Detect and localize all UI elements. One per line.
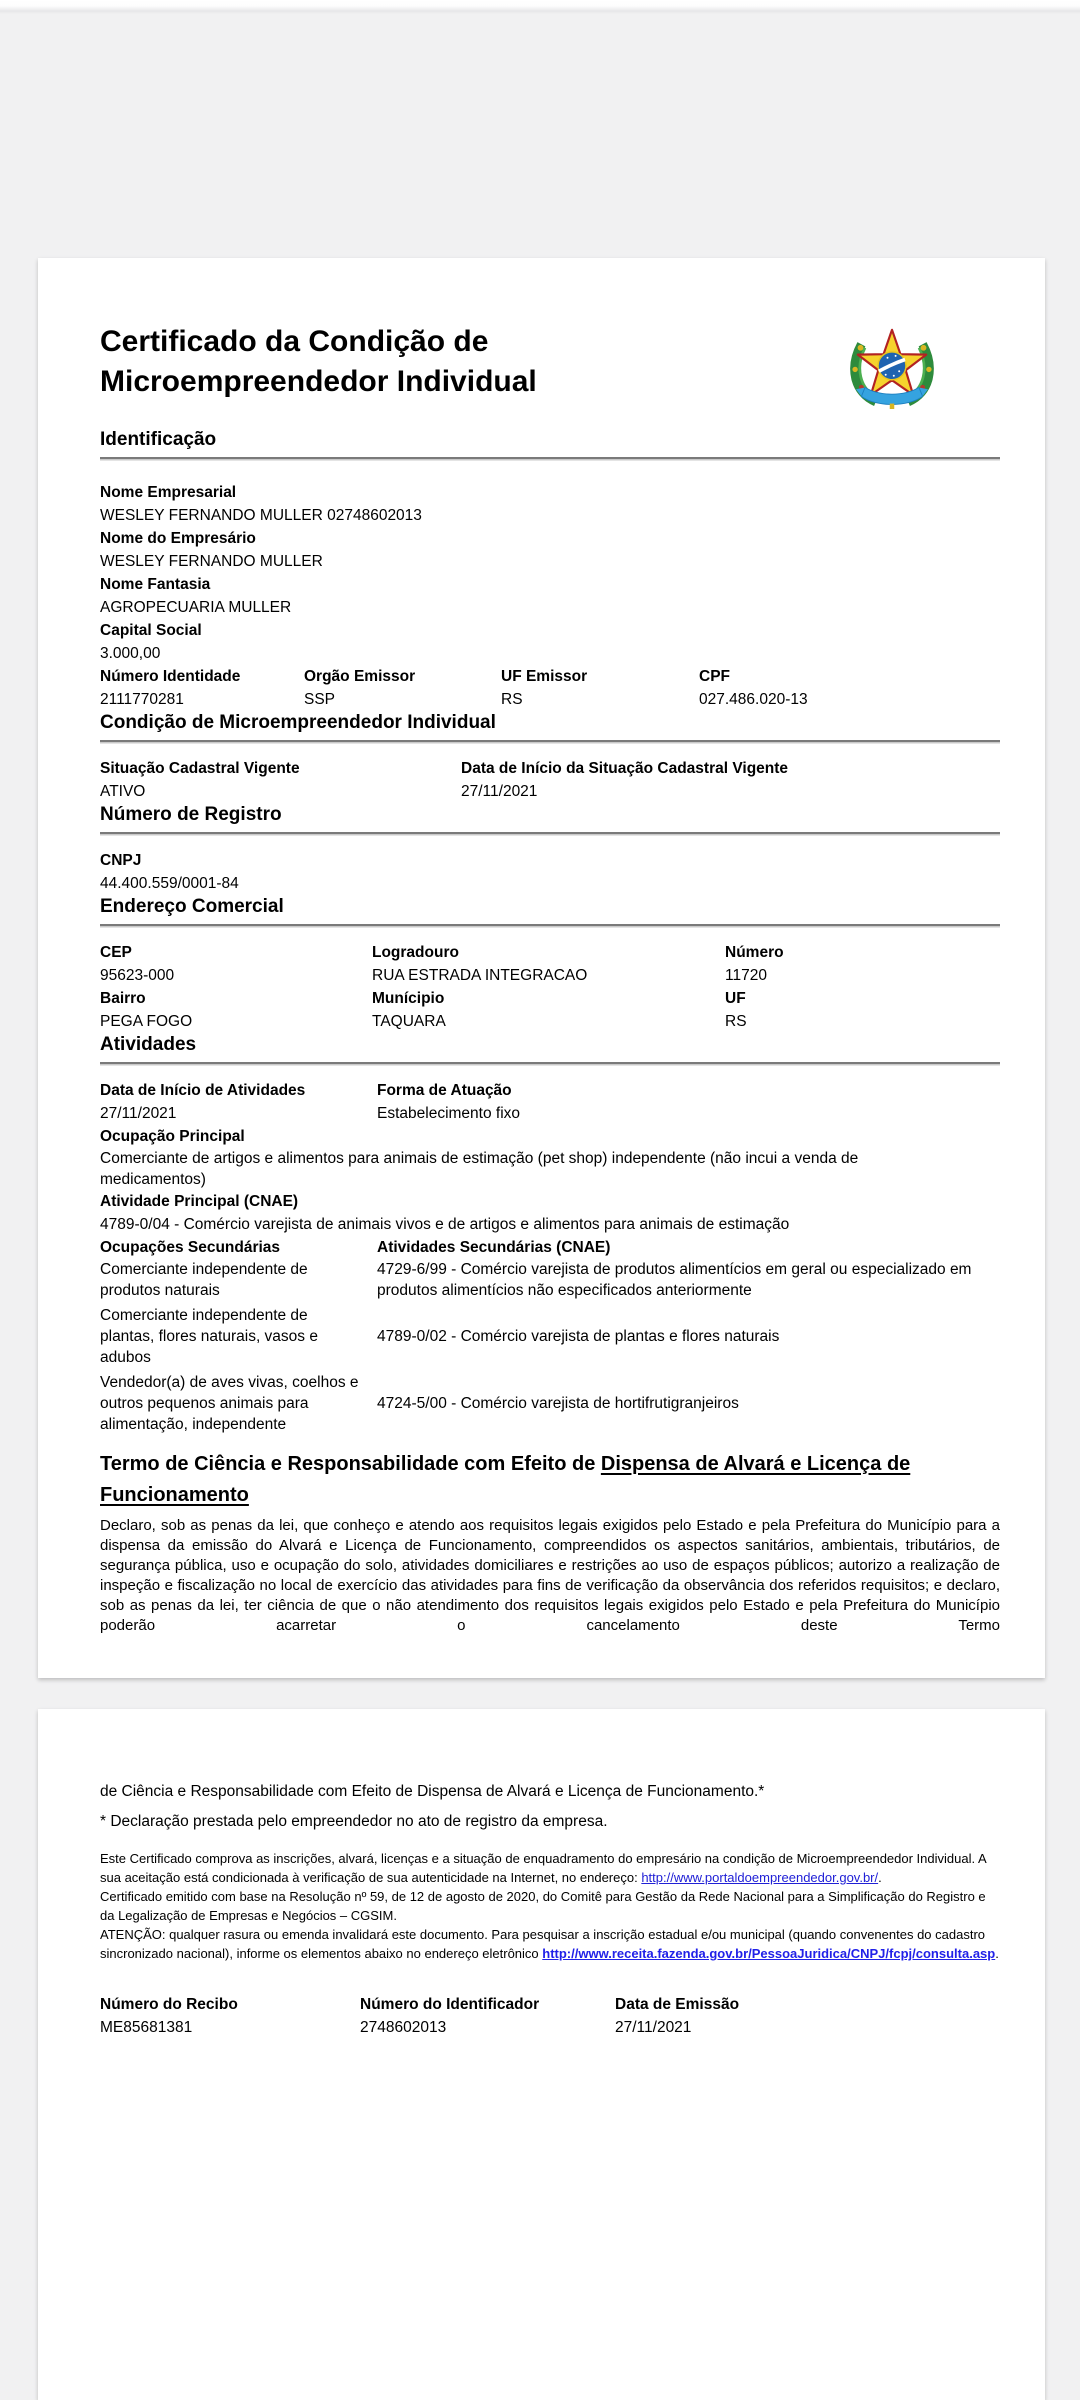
field-value: 2748602013	[360, 2019, 447, 2036]
termo-heading-underlined: Dispensa de Alvará e Licença de Funcionamento	[100, 1453, 911, 1506]
field-numero-recibo	[100, 1993, 360, 2039]
receita-consulta-link[interactable]: http://www.receita.fazenda.gov.br/PessoaJuridica/CNPJ/fcpj/consulta.asp	[542, 1946, 996, 1961]
field-nome-empresarial	[100, 481, 1000, 527]
situacao-row	[100, 757, 1000, 803]
section-heading-endereco: Endereço Comercial	[100, 896, 284, 917]
secundarias-row	[100, 1259, 1000, 1305]
page-title-line-1: Certificado da Condição de	[100, 325, 489, 358]
field-value: 95623-000	[100, 967, 175, 984]
field-value: WESLEY FERNANDO MULLER 02748602013	[100, 507, 422, 524]
screen-top-fade	[0, 0, 1080, 14]
field-data-emissao	[615, 1993, 1000, 2039]
fine-print-1-text: Este Certificado comprova as inscrições, alvará, licenças e a situação de enquadramento do empresário na condição de Microempreendedor Individual. A sua aceitação está condicionada à verificação de sua autenticidade na Internet, no endereço:	[100, 1851, 986, 1885]
field-nome-empresario	[100, 527, 1000, 573]
field-value: PEGA FOGO	[100, 1013, 193, 1030]
field-label: Munícipio	[372, 990, 445, 1007]
atividades-row-1	[100, 1079, 1000, 1125]
field-label: Número Identidade	[100, 668, 241, 685]
declaracao-note: * Declaração prestada pelo empreendedor no ato de registro da empresa.	[100, 1813, 608, 1830]
field-municipio	[372, 987, 725, 1033]
endereco-row-1	[100, 941, 1000, 987]
ocupacao-secundaria: Comerciante independente de produtos naturais	[100, 1261, 308, 1299]
field-cpf	[699, 665, 1000, 711]
field-numero-identidade	[100, 665, 304, 711]
field-value: SSP	[304, 691, 336, 708]
field-label: Nome Fantasia	[100, 576, 211, 593]
field-label: Forma de Atuação	[377, 1082, 512, 1099]
secundarias-header-row	[100, 1236, 1000, 1259]
termo-heading-prefix: Termo de Ciência e Responsabilidade com Efeito de	[100, 1453, 601, 1475]
field-value: AGROPECUARIA MULLER	[100, 599, 292, 616]
field-logradouro	[372, 941, 725, 987]
termo-paragraph: Declaro, sob as penas da lei, que conheço e atendo aos requisitos legais exigidos pelo Estado e pela Prefeitura do Município para a dispensa da emissão do Alvará e Licença de Funcionamento, compreendidos os aspectos sanitários, ambientais, tributários, de segurança pública, uso e ocupação do solo, atividades domiciliares e restrições ao uso de espaços públicos; autorizo a realização de inspeção e fiscalização no local de exercício das atividades para fins de verificação da observância dos referidos requisitos; e declaro, sob as penas da lei, ter ciência de que o não atendimento dos requisitos legais exigidos pelo Estado e pela Prefeitura do Município poderão acarretar o cancelamento deste Termo	[100, 1517, 1000, 1634]
section-heading-atividades: Atividades	[100, 1034, 197, 1055]
field-forma-atuacao	[377, 1079, 1000, 1125]
fine-print-1-suffix: .	[878, 1870, 882, 1885]
field-value: Comerciante de artigos e alimentos para animais de estimação (pet shop) independente (não incui a venda de medicamentos)	[100, 1150, 859, 1188]
field-value: 027.486.020-13	[699, 691, 808, 708]
atividade-secundaria-cnae: 4789-0/02 - Comércio varejista de plantas e flores naturais	[377, 1328, 780, 1345]
field-label: UF	[725, 990, 746, 1007]
field-numero-identificador	[360, 1993, 615, 2039]
field-value: ME85681381	[100, 2019, 193, 2036]
section-heading-condicao: Condição de Microempreendedor Individual	[100, 712, 496, 733]
field-value: 27/11/2021	[461, 783, 538, 800]
field-value: 2111770281	[100, 691, 184, 708]
field-value: 4789-0/04 - Comércio varejista de animais vivos e de artigos e alimentos para animais de estimação	[100, 1216, 790, 1233]
field-label: Ocupação Principal	[100, 1128, 245, 1145]
section-rule	[100, 832, 1000, 836]
secundarias-row	[100, 1372, 1000, 1439]
field-value: 3.000,00	[100, 645, 161, 662]
field-label: Orgão Emissor	[304, 668, 416, 685]
section-rule	[100, 740, 1000, 744]
field-label: Data de Início de Atividades	[100, 1082, 306, 1099]
ocupacao-secundaria: Vendedor(a) de aves vivas, coelhos e outros pequenos animais para alimentação, independente	[100, 1374, 359, 1433]
field-orgao-emissor	[304, 665, 501, 711]
field-value: Estabelecimento fixo	[377, 1105, 521, 1122]
field-situacao-cadastral	[100, 757, 461, 803]
field-value: ATIVO	[100, 783, 146, 800]
field-label: CPF	[699, 668, 730, 685]
field-bairro	[100, 987, 372, 1033]
atividade-secundaria-cnae: 4729-6/99 - Comércio varejista de produtos alimentícios em geral ou especializado em produtos alimentícios não especificados anteriormente	[377, 1261, 972, 1299]
page-1-content	[38, 258, 1045, 1636]
field-label: CEP	[100, 944, 132, 961]
field-value: 44.400.559/0001-84	[100, 875, 239, 892]
field-data-inicio-atividades	[100, 1079, 377, 1125]
termo-heading	[100, 1449, 1000, 1511]
field-label: Atividade Principal (CNAE)	[100, 1193, 299, 1210]
section-heading-registro: Número de Registro	[100, 804, 282, 825]
field-label: Situação Cadastral Vigente	[100, 760, 300, 777]
ocupacoes-secundarias-label: Ocupações Secundárias	[100, 1239, 281, 1256]
identity-row	[100, 665, 1000, 711]
certificate-page-2	[38, 1709, 1045, 2400]
field-label: Nome Empresarial	[100, 484, 237, 501]
termo-continuation: de Ciência e Responsabilidade com Efeito de Dispensa de Alvará e Licença de Funcionamento.*	[100, 1783, 765, 1800]
fine-print-paragraph-1	[100, 1849, 1000, 1887]
field-value: TAQUARA	[372, 1013, 446, 1030]
fine-print	[100, 1849, 1000, 1963]
field-nome-fantasia	[100, 573, 1000, 619]
brazil-coat-of-arms-icon	[846, 328, 938, 418]
field-cnpj	[100, 849, 1000, 895]
field-value: RS	[725, 1013, 747, 1030]
field-label: Número	[725, 944, 784, 961]
field-uf-emissor	[501, 665, 699, 711]
endereco-row-2	[100, 987, 1000, 1033]
field-value: 27/11/2021	[100, 1105, 177, 1122]
field-label: Data de Emissão	[615, 1996, 740, 2013]
secundarias-table	[100, 1259, 1000, 1439]
field-label: Número do Recibo	[100, 1996, 238, 2013]
section-rule	[100, 1062, 1000, 1066]
section-heading-identificacao: Identificação	[100, 429, 217, 450]
ocupacao-secundaria: Comerciante independente de plantas, flores naturais, vasos e adubos	[100, 1307, 318, 1366]
field-ocupacao-principal	[100, 1125, 1000, 1190]
field-label: UF Emissor	[501, 668, 588, 685]
field-label: Capital Social	[100, 622, 202, 639]
fine-print-paragraph-3	[100, 1925, 1000, 1963]
section-rule	[100, 457, 1000, 461]
fine-print-paragraph-2: Certificado emitido com base na Resolução nº 59, de 12 de agosto de 2020, do Comitê para Gestão da Rede Nacional para a Simplificação do Registro e da Legalização de Empresas e Negócios – CGSIM.	[100, 1889, 986, 1923]
portal-empreendedor-link[interactable]: http://www.portaldoempreendedor.gov.br/	[641, 1870, 879, 1885]
atividade-secundaria-cnae: 4724-5/00 - Comércio varejista de hortifrutigranjeiros	[377, 1395, 739, 1412]
field-value: WESLEY FERNANDO MULLER	[100, 553, 323, 570]
field-value: RUA ESTRADA INTEGRACAO	[372, 967, 588, 984]
page-2-content	[38, 1709, 1045, 2039]
field-label: Número do Identificador	[360, 1996, 540, 2013]
section-rule	[100, 924, 1000, 928]
field-value: RS	[501, 691, 523, 708]
field-label: Nome do Empresário	[100, 530, 256, 547]
field-value: 27/11/2021	[615, 2019, 692, 2036]
field-label: Logradouro	[372, 944, 459, 961]
field-uf	[725, 987, 1000, 1033]
field-label: Bairro	[100, 990, 146, 1007]
field-value: 11720	[725, 967, 767, 984]
field-data-inicio-situacao	[461, 757, 1000, 803]
field-capital-social	[100, 619, 1000, 665]
field-label: CNPJ	[100, 852, 142, 869]
secundarias-row	[100, 1305, 1000, 1372]
recibo-row	[100, 1993, 1000, 2039]
fine-print-3-text: ATENÇÃO: qualquer rasura ou emenda invalidará este documento. Para pesquisar a inscrição estadual e/ou municipal (quando convenentes do cadastro sincronizado nacional), informe os elementos abaixo no endereço eletrônico	[100, 1927, 986, 1961]
page-title-line-2: Microempreendedor Individual	[100, 365, 537, 398]
certificate-page-1	[38, 258, 1045, 1678]
field-label: Data de Início da Situação Cadastral Vigente	[461, 760, 789, 777]
field-numero	[725, 941, 1000, 987]
fine-print-3-suffix: .	[995, 1946, 999, 1961]
atividades-secundarias-label: Atividades Secundárias (CNAE)	[377, 1239, 611, 1256]
field-cep	[100, 941, 372, 987]
field-atividade-principal-cnae	[100, 1190, 1000, 1236]
